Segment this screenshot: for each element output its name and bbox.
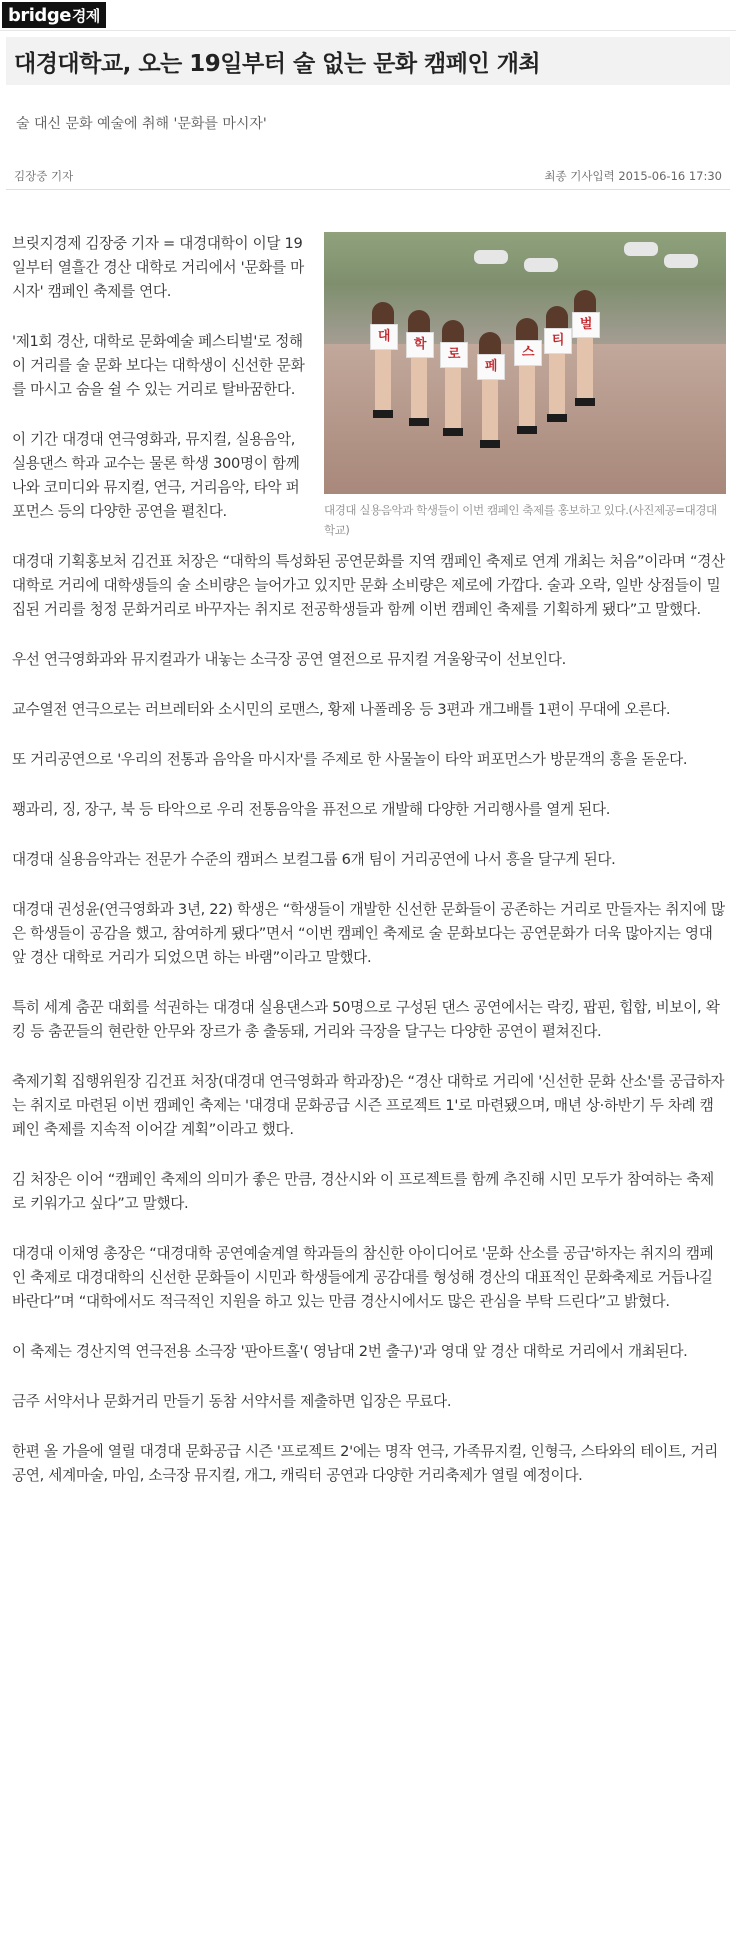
article-subtitle: 술 대신 문화 예술에 취해 '문화를 마시자': [16, 116, 267, 132]
published-timestamp: 최종 기사입력 2015-06-16 17:30: [544, 169, 722, 183]
sign-card: 페: [477, 354, 505, 380]
article-figure: [324, 232, 726, 540]
sign-card: 로: [440, 342, 468, 368]
performer: [516, 318, 538, 434]
logo-sub: 경제: [71, 6, 100, 25]
article-paragraph: 금주 서약서나 문화거리 만들기 동참 서약서를 제출하면 입장은 무료다.: [12, 1393, 452, 1410]
sign-card: 스: [514, 340, 542, 366]
masthead: [0, 0, 736, 31]
sign-card: 벌: [572, 312, 600, 338]
article-paragraph: 대경대 실용음악과는 전문가 수준의 캠퍼스 보컬그룹 6개 팀이 거리공연에 나서 흥을 달구게 된다.: [12, 851, 616, 868]
article-paragraph: 이 기간 대경대 연극영화과, 뮤지컬, 실용음악, 실용댄스 학과 교수는 물론 학생 300명이 함께 나와 코미디와 뮤지컬, 연극, 거리음악, 타악 퍼포먼스 등의 다양한 공연을 펼친다.: [12, 431, 300, 520]
sign-card: 대: [370, 324, 398, 350]
performer: [479, 332, 501, 448]
article-paragraph: 꽹과리, 징, 장구, 북 등 타악으로 우리 전통음악을 퓨전으로 개발해 다양한 거리행사를 열게 된다.: [12, 801, 611, 818]
article-meta: [6, 163, 730, 190]
site-logo[interactable]: [2, 2, 106, 28]
logo-main: bridge: [8, 4, 71, 26]
performer: [546, 306, 568, 422]
article-paragraph: '제1회 경산, 대학로 문화예술 페스티벌'로 정해 이 거리를 술 문화 보다는 대학생이 신선한 문화를 마시고 숨을 쉴 수 있는 거리로 탈바꿈한다.: [12, 333, 305, 398]
headline-bar: [6, 37, 730, 85]
performer: [408, 310, 430, 426]
article-paragraph: 대경대 기획홍보처 김건표 처장은 “대학의 특성화된 공연문화를 지역 캠페인 축제로 연계 개최는 처음”이라며 “경산 대학로 거리에 대학생들의 술 소비량은 늘어가고 있지만 문화 소비량은 제로에 가깝다. 술과 오락, 일반 상점들이 밀집된 거리를 청정 문화거리로 바꾸자는 취지로 전공학생들과 함께 이번 캠페인 축제를 기획하게 됐다”고 말했다.: [12, 553, 725, 618]
article-photo: [324, 232, 726, 494]
article-body: [0, 232, 736, 1488]
performer: [372, 302, 394, 418]
article-paragraph: 축제기획 집행위원장 김건표 처장(대경대 연극영화과 학과장)은 “경산 대학로 거리에 '신선한 문화 산소'를 공급하자는 취지로 마련된 이번 캠페인 축제는 '대경대 문화공급 시즌 프로젝트 1'로 마련됐으며, 매년 상·하반기 두 차례 캠페인 축제를 지속적 이어갈 계획”이라고 했다.: [12, 1073, 725, 1138]
author-byline: 김장중 기자: [14, 169, 74, 183]
article-paragraph: 김 처장은 이어 “캠페인 축제의 의미가 좋은 만큼, 경산시와 이 프로젝트를 함께 추진해 시민 모두가 참여하는 축제로 키워가고 싶다”고 말했다.: [12, 1171, 714, 1212]
photo-caption: 대경대 실용음악과 학생들이 이번 캠페인 축제를 홍보하고 있다.(사진제공=대경대학교): [324, 503, 717, 537]
performer: [574, 290, 596, 406]
article-paragraph: 브릿지경제 김장중 기자 = 대경대학이 이달 19일부터 열흘간 경산 대학로 거리에서 '문화를 마시자' 캠페인 축제를 연다.: [12, 235, 304, 300]
article-paragraph: 우선 연극영화과와 뮤지컬과가 내놓는 소극장 공연 열전으로 뮤지컬 겨울왕국이 선보인다.: [12, 651, 566, 668]
article-paragraph: 이 축제는 경산지역 연극전용 소극장 '판아트홀'( 영남대 2번 출구)'과 영대 앞 경산 대학로 거리에서 개최된다.: [12, 1343, 688, 1360]
sign-card: 학: [406, 332, 434, 358]
article-title: 대경대학교, 오는 19일부터 술 없는 문화 캠페인 개최: [14, 50, 541, 77]
article-paragraph: 교수열전 연극으로는 러브레터와 소시민의 로맨스, 황제 나폴레옹 등 3편과 개그배틀 1편이 무대에 오른다.: [12, 701, 671, 718]
article-paragraph: 대경대 권성윤(연극영화과 3년, 22) 학생은 “학생들이 개발한 신선한 문화들이 공존하는 거리로 만들자는 취지에 많은 학생들이 공감을 했고, 참여하게 됐다”면서 “이번 캠페인 축제로 술 문화보다는 공연문화가 더욱 많아지는 영대 앞 경산 대학로 거리가 되었으면 하는 바램”이라고 말했다.: [12, 901, 725, 966]
article-paragraph: 또 거리공연으로 '우리의 전통과 음악을 마시자'를 주제로 한 사물놀이 타악 퍼포먼스가 방문객의 흥을 돋운다.: [12, 751, 688, 768]
sign-card: 티: [544, 328, 572, 354]
article-paragraph: 대경대 이채영 총장은 “대경대학 공연예술계열 학과들의 참신한 아이디어로 '문화 산소를 공급'하자는 취지의 캠페인 축제로 대경대학의 신선한 문화들이 시민과 학생들에게 공감대를 형성해 경산의 대표적인 문화축제로 거듭나길 바란다”며 “대학에서도 적극적인 지원을 하고 있는 만큼 경산시에서도 많은 관심을 부탁 드린다”고 밝혔다.: [12, 1245, 714, 1310]
article-paragraph: 특히 세계 춤꾼 대회를 석권하는 대경대 실용댄스과 50명으로 구성된 댄스 공연에서는 락킹, 팝핀, 힙합, 비보이, 왁킹 등 춤꾼들의 현란한 안무와 장르가 총 출동돼, 거리와 극장을 달구는 다양한 공연이 펼쳐진다.: [12, 999, 720, 1040]
performer: [442, 320, 464, 436]
article-paragraph: 한편 올 가을에 열릴 대경대 문화공급 시즌 '프로젝트 2'에는 명작 연극, 가족뮤지컬, 인형극, 스타와의 테이트, 거리공연, 세계마술, 마임, 소극장 뮤지컬, 개그, 캐릭터 공연과 다양한 거리축제가 열릴 예정이다.: [12, 1443, 718, 1484]
